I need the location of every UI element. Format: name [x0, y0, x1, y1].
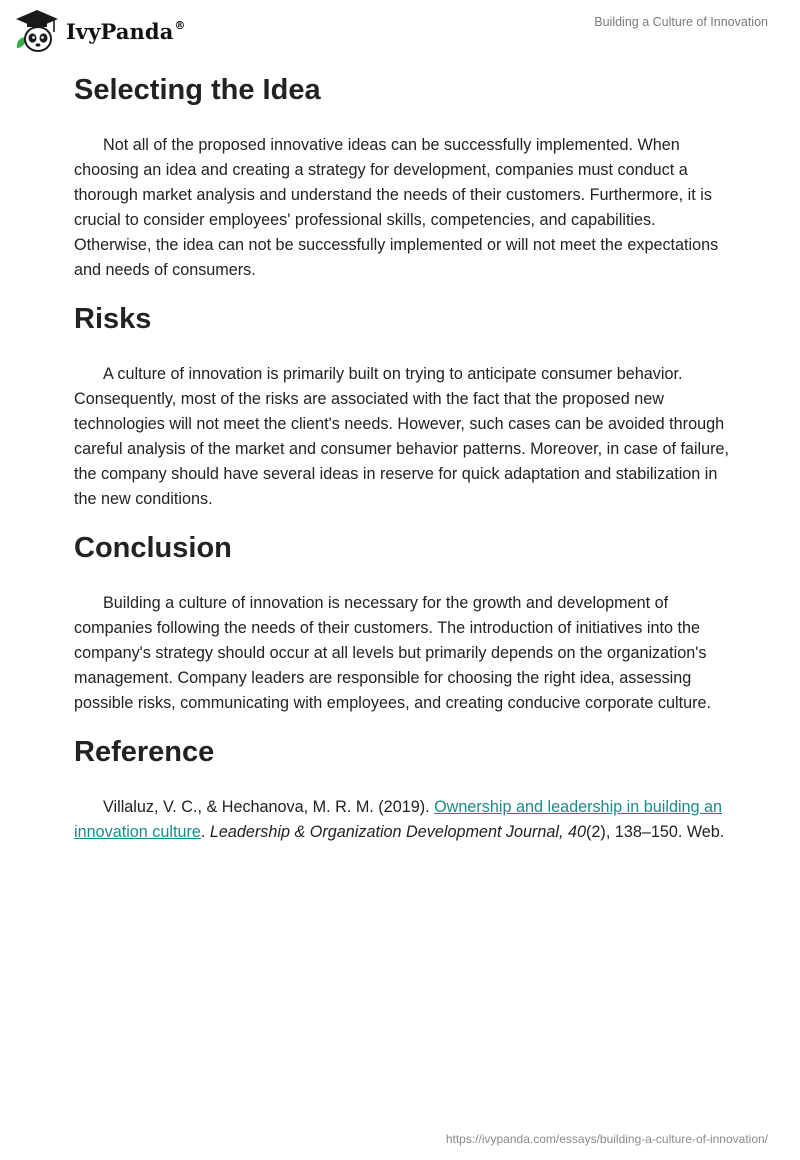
- section-paragraph-selecting-idea: Not all of the proposed innovative ideas can be successfully implemented. When choosing an idea and creating a strategy for development, companies must conduct a thorough market analysis and understand the needs of their customers. Furthermore, it is crucial to consider employees' professional skills, competencies, and capabilities. Otherwise, the idea can not be successfully implemented or will not meet the expectations and needs of consumers.: [74, 136, 719, 279]
- reference-link[interactable]: Ownership and leadership in building an innovation culture: [74, 798, 723, 841]
- logo-text: IvyPanda®: [66, 18, 186, 44]
- reference-separator: .: [200, 823, 210, 841]
- reference-authors: Villaluz, V. C., & Hechanova, M. R. M. (2019).: [103, 798, 435, 816]
- section-heading-selecting-idea: Selecting the Idea: [74, 74, 321, 106]
- section-heading-conclusion: Conclusion: [74, 532, 232, 564]
- section-heading-risks: Risks: [74, 303, 152, 335]
- reference-journal: Leadership & Organization Development Journal, 40: [209, 823, 587, 841]
- ivypanda-logo[interactable]: [14, 8, 186, 54]
- reference-entry: [74, 795, 734, 845]
- reference-issue-pages: (2), 138–150. Web.: [586, 823, 725, 841]
- panda-graduation-icon: [14, 8, 60, 54]
- document-title: Building a Culture of Innovation: [594, 15, 768, 29]
- essay-body: [74, 68, 734, 859]
- section-paragraph-risks: A culture of innovation is primarily built on trying to anticipate consumer behavior. Consequently, most of the risks are associated with the fact that the proposed new technologies will not meet the client's needs. However, such cases can be avoided through careful analysis of the market and consumer behavior patterns. Moreover, in case of failure, the company should have several ideas in reserve for quick adaptation and stabilization in the new conditions.: [74, 365, 730, 508]
- section-heading-reference: Reference: [74, 736, 215, 768]
- footer-url[interactable]: https://ivypanda.com/essays/building-a-culture-of-innovation/: [445, 1132, 768, 1146]
- section-paragraph-conclusion: Building a culture of innovation is necessary for the growth and development of companies following the needs of their customers. The introduction of initiatives into the company's strategy should occur at all levels but primarily depends on the organization's management. Company leaders are responsible for choosing the right idea, assessing possible risks, communicating with employees, and creating conducive corporate culture.: [74, 594, 712, 712]
